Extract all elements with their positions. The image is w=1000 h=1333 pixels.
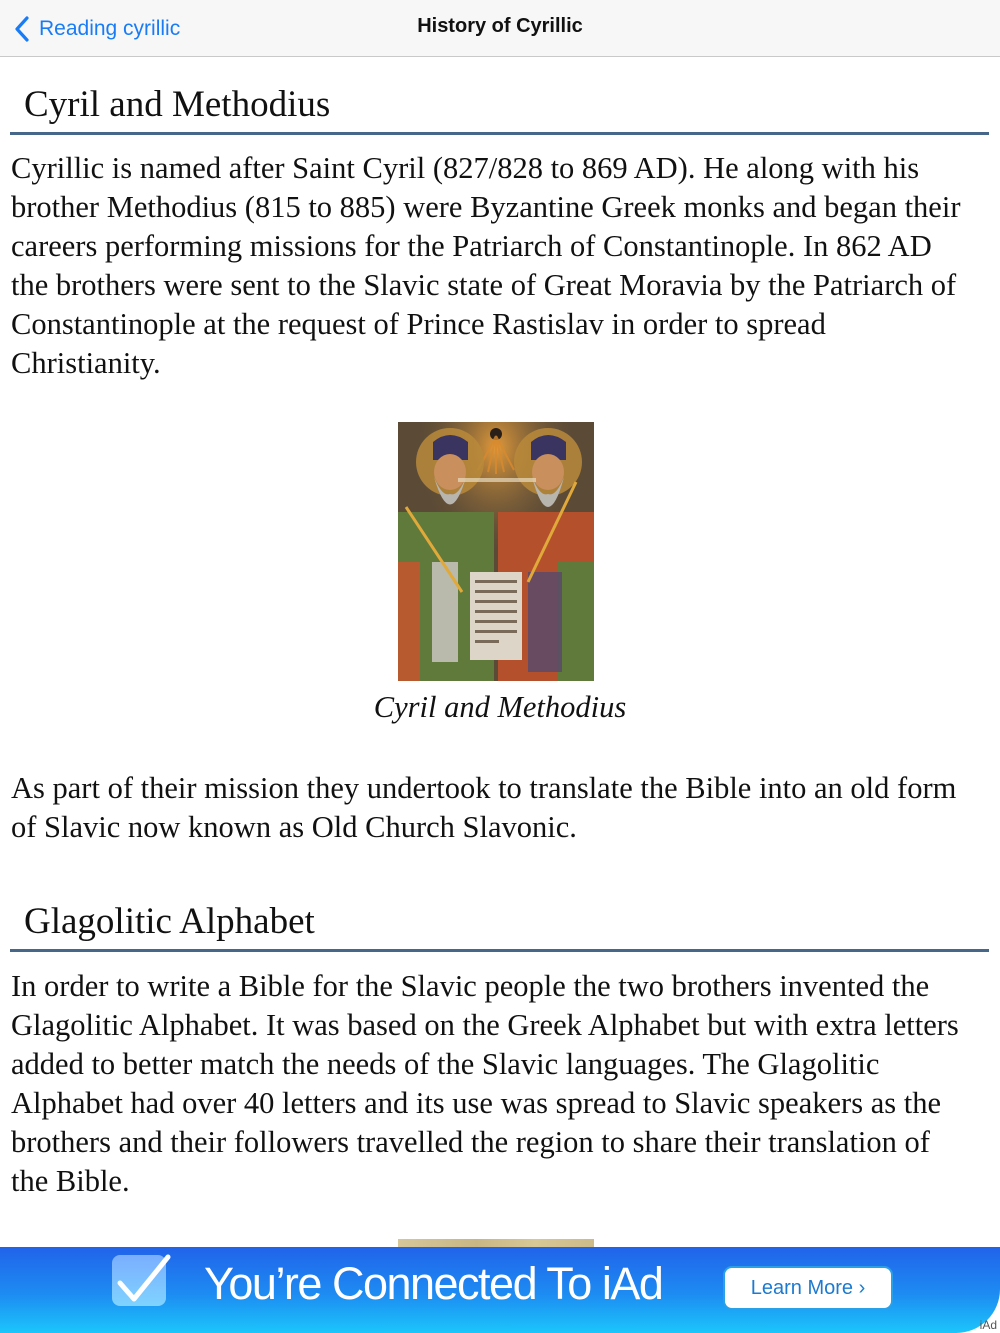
text-line: the Bible. [11,1164,130,1198]
heading-divider [10,949,989,952]
text-line: Christianity. [11,346,161,380]
text-line: In order to write a Bible for the Slavic people the two brothers invented the [11,969,930,1003]
paragraph-intro [11,149,996,383]
text-line: careers performing missions for the Patriarch of Constantinople. In 862 AD [11,229,932,263]
text-line: added to better match the needs of the Slavic languages. The Glagolitic [11,1047,880,1081]
back-button-label: Reading cyrillic [39,17,181,40]
checkmark-icon [112,1249,176,1313]
section-heading-glagolitic-alphabet: Glagolitic Alphabet [24,901,315,942]
checkbox-badge [112,1255,166,1306]
page-title: History of Cyrillic [417,15,583,37]
text-line: Glagolitic Alphabet. It was based on the Greek Alphabet but with extra letters [11,1008,959,1042]
text-line: Constantinople at the request of Prince Rastislav in order to spread [11,307,826,341]
heading-divider [10,132,989,135]
text-line: brothers and their followers travelled the region to share their translation of [11,1125,930,1159]
ad-headline: You’re Connected To iAd [204,1258,663,1309]
chevron-left-icon [14,16,30,42]
paragraph-mission [11,769,996,847]
text-line: of Slavic now known as Old Church Slavonic. [11,810,577,844]
paragraph-glagolitic [11,967,996,1201]
text-line: brother Methodius (815 to 885) were Byzantine Greek monks and began their [11,190,961,224]
iad-banner[interactable] [0,1247,1000,1333]
section-heading-cyril-and-methodius: Cyril and Methodius [24,84,331,125]
navigation-bar [0,0,1000,57]
cyril-and-methodius-image [398,422,594,681]
iad-badge: iAd [979,1318,997,1332]
text-line: Alphabet had over 40 letters and its use was spread to Slavic speakers as the [11,1086,941,1120]
text-line: Cyrillic is named after Saint Cyril (827/828 to 869 AD). He along with his [11,151,920,185]
painting-of-cyril-and-methodius-icon [398,422,594,681]
text-line: the brothers were sent to the Slavic state of Great Moravia by the Patriarch of [11,268,957,302]
learn-more-button[interactable]: Learn More › [725,1268,891,1308]
image-caption: Cyril and Methodius [373,690,627,724]
back-button[interactable] [14,14,180,44]
text-line: As part of their mission they undertook to translate the Bible into an old form [11,771,957,805]
